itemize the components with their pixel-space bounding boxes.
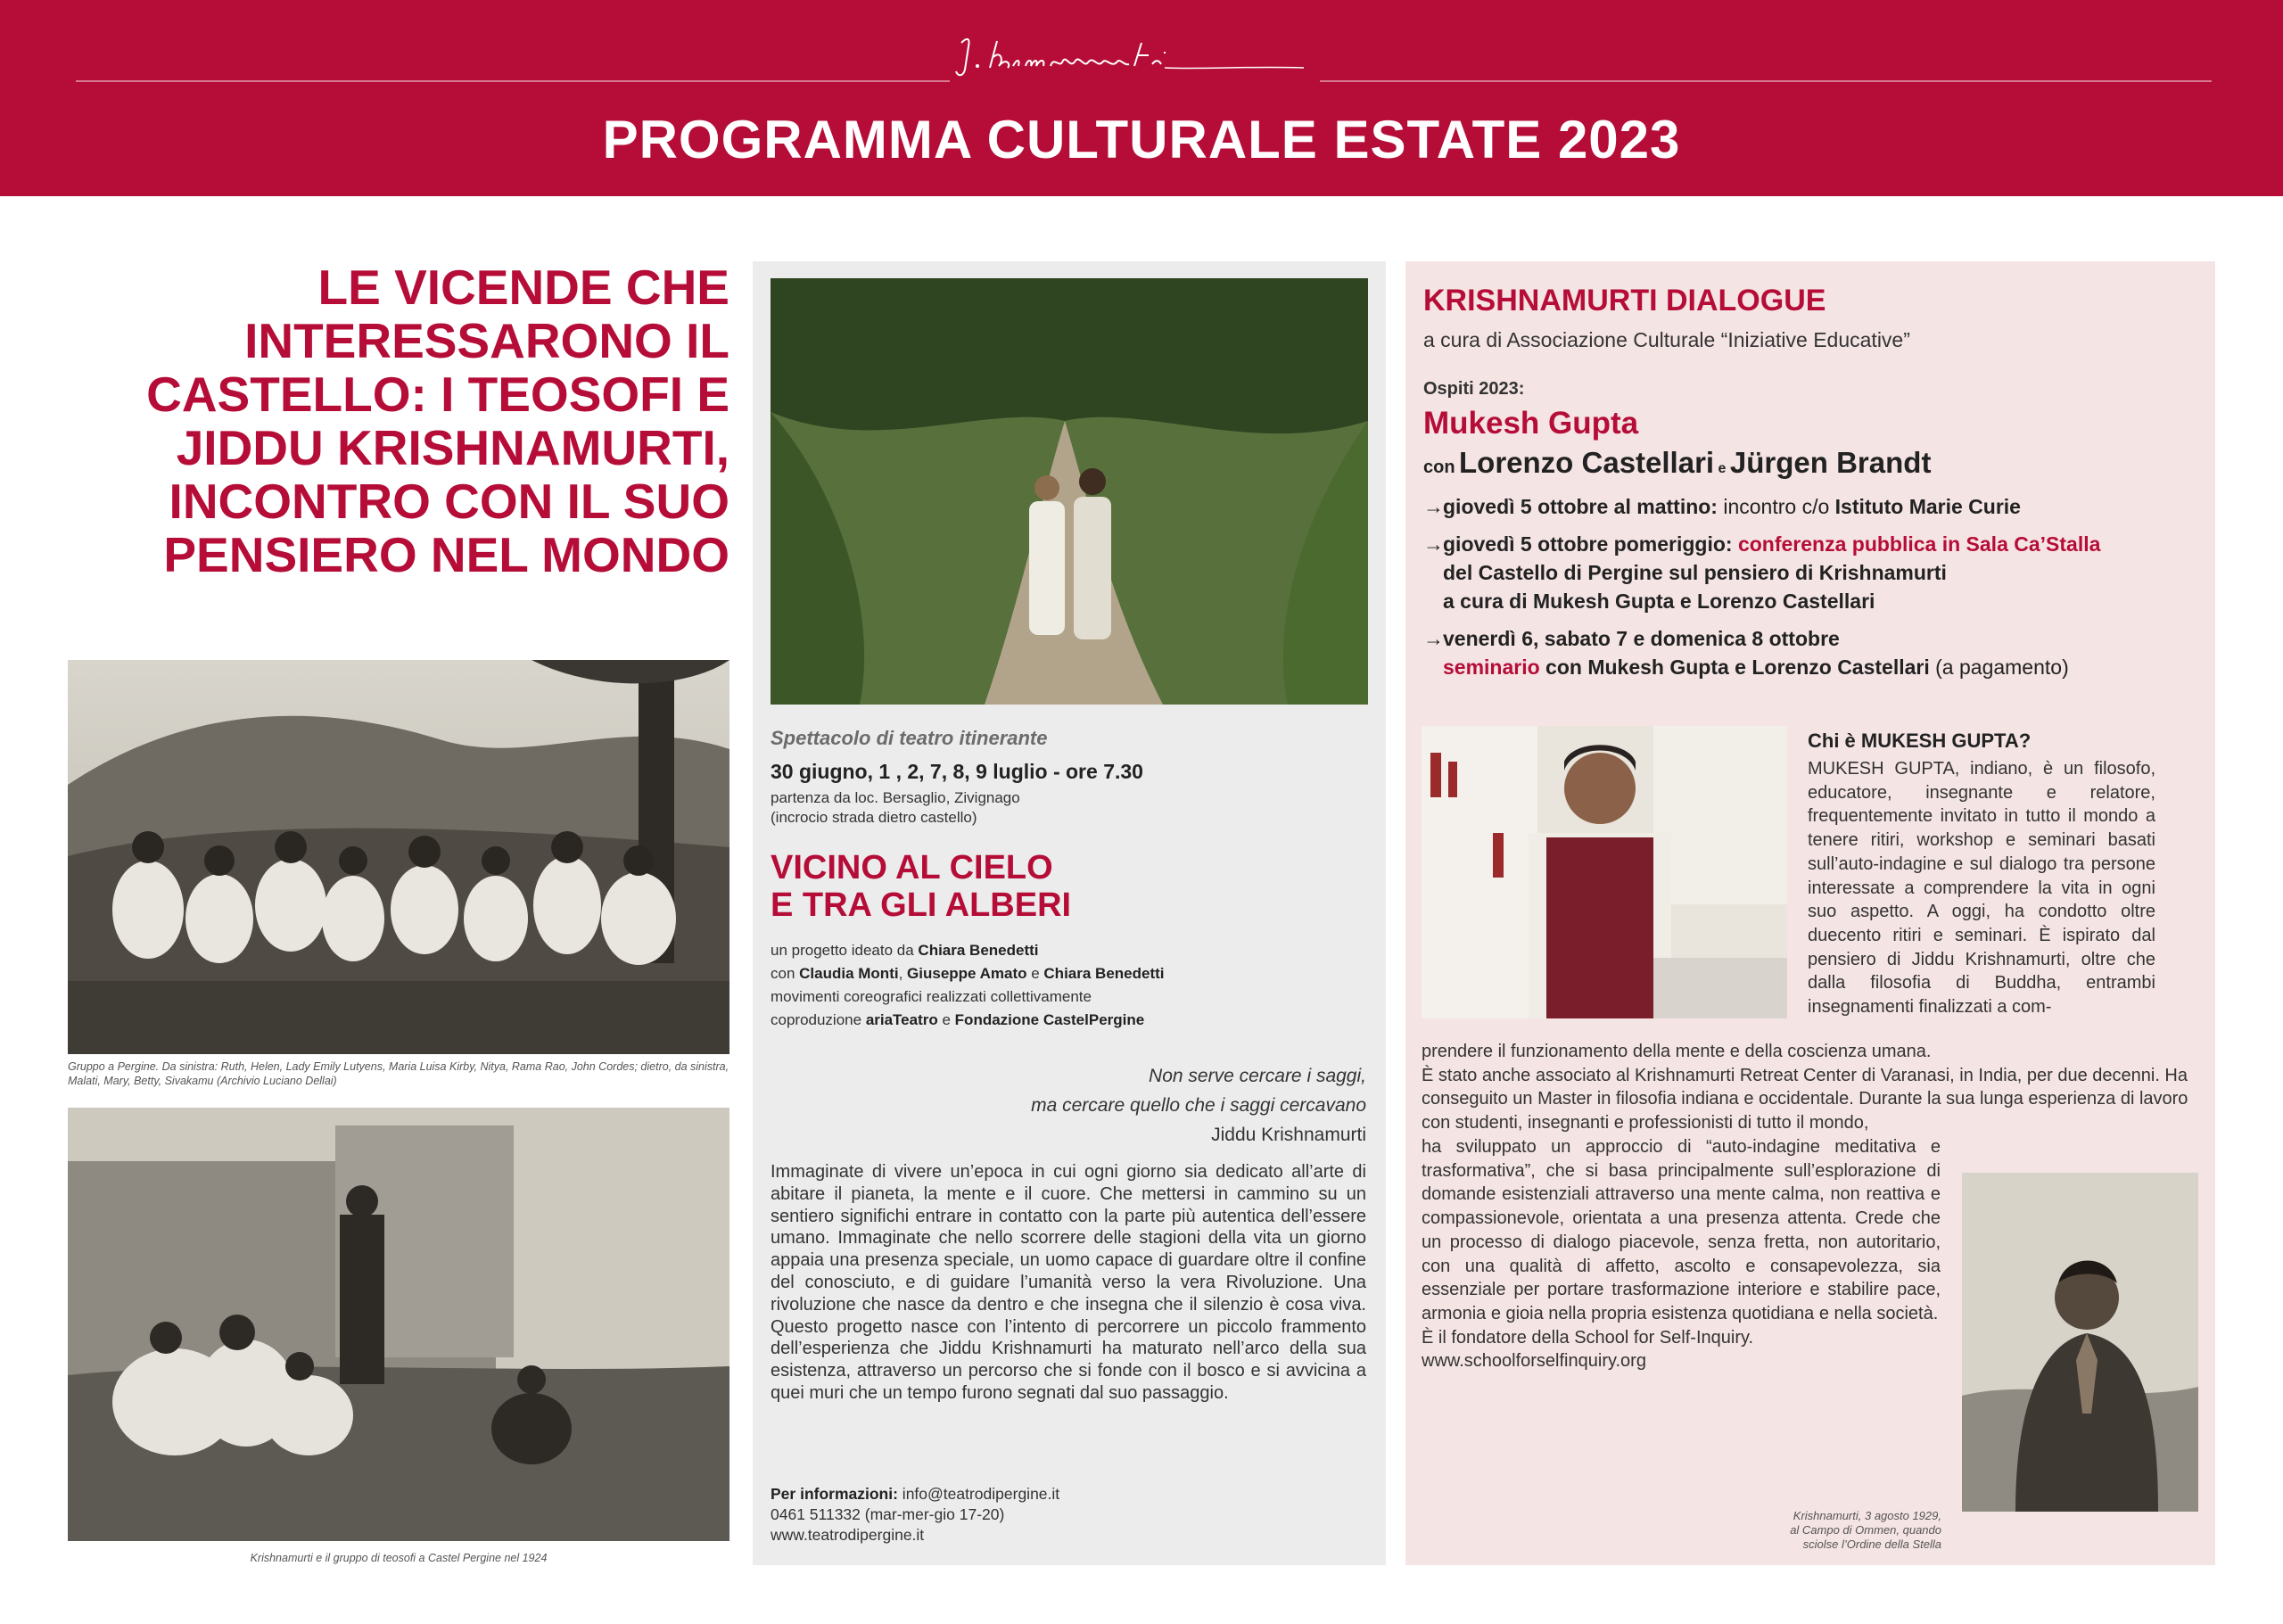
krishnamurti-quote (771, 1061, 1366, 1150)
guest-line (1423, 446, 1931, 480)
credits-name: Chiara Benedetti (1043, 965, 1165, 982)
arrow-icon: → (1423, 532, 1444, 556)
theatre-info (771, 1484, 1366, 1546)
event-item (1423, 530, 2208, 615)
theatre-place (771, 788, 1341, 828)
event-text: incontro c/o (1717, 495, 1835, 518)
bio-text-a: MUKESH GUPTA, indiano, è un filosofo, educatore, insegnante e relatore, frequentemente invitato in tutto il mondo a tenere ritiri, workshop e seminari basati sull’auto-indagine e sul dialogo tra persone interessate a comprendere la vita in ogni suo aspetto. A oggi, ha condotto oltre duecento ritiri e seminari. È ispirato dal pensiero di Jiddu Krishnamurti, oltre che dalla filosofia di Buddha, entrambi insegnamenti finalizzati a com- (1808, 759, 2155, 1018)
arrow-icon: → (1423, 495, 1444, 518)
credits-text: un progetto ideato da (771, 942, 919, 959)
header-divider-right (1320, 80, 2212, 82)
credits-name: Giuseppe Amato (907, 965, 1027, 982)
theatre-description: Immaginate di vivere un’epoca in cui ogni giorno sia dedicato all’arte di abitare il pianeta, la mente e il cuore. Che mettersi in cammino su un sentiero significhi entrare in contatto con la parte più autentica dell’essere umano. Immaginate che nello scorrere delle stagioni della vita un giorno appaia una presenza speciale, un uomo capace di guardare oltre il confine del conosciuto, e di guidare l’umanità verso la vera Rivoluzione. Una rivoluzione che nasce da dentro e che insegna che il silenzio è cosa viva. Questo progetto nasce con l’intento di percorrere un piccolo frammento dell’esperienza che Jiddu Krishnamurti ha maturato nell’arco della sua esistenza, attraverso un percorso che si fonde con il bosco e si avvicina a quei muri che un tempo furono segnati dal suo passaggio. (771, 1162, 1366, 1403)
photo-caption-group: Gruppo a Pergine. Da sinistra: Ruth, Helen, Lady Emily Lutyens, Maria Luisa Kirby, Nitya, Rama Rao, John Cordes; dietro, da sinistra, Malati, Mary, Betty, Sivakamu (Archivio Luciano Dellai) (68, 1060, 729, 1087)
event-venue: Istituto Marie Curie (1834, 495, 2021, 518)
credits-name: Chiara Benedetti (918, 942, 1039, 959)
theatre-place-line1: partenza da loc. Bersaglio, Zivignago (771, 789, 1020, 806)
credits-line-cast (771, 962, 1359, 985)
bio-website-link[interactable]: www.schoolforselfinquiry.org (1422, 1351, 1646, 1372)
dialogue-title: KRISHNAMURTI DIALOGUE (1423, 284, 1826, 317)
bio-text-c (1422, 1135, 1941, 1373)
bio-text-c1: ha sviluppato un approccio di “auto-indagine meditativa e trasformativa”, che si basa principalmente sull’esplorazione di domande esistenziali attraverso una mente calma, non reattiva e compassionevole, orientata a una presenza attenta. Crede che un processo di dialogo piacevole, senza fretta, non autoritario, con una qualità di affetto, ascolto e consapevolezza, sia essenziale per portare trasformazione interiore e stabilire pace, armonia e gioia nella propria esistenza quotidiana e nella società. (1422, 1137, 1941, 1323)
info-phone: 0461 511332 (mar-mer-gio 17-20) (771, 1505, 1005, 1523)
theatre-title-line1: VICINO AL CIELO (771, 849, 1053, 886)
caption-line: Krishnamurti, 3 agosto 1929, (1793, 1509, 1941, 1522)
guest-con: con (1423, 458, 1455, 477)
photo-theosophists-castle (68, 1108, 729, 1541)
bio-text-b1: prendere il funzionamento della mente e della coscienza umana. (1422, 1042, 1932, 1061)
header-divider-left (76, 80, 950, 82)
photo-krishnamurti-1929 (1962, 1173, 2198, 1512)
event-line: del Castello di Pergine sul pensiero di Krishnamurti (1443, 561, 1947, 584)
credits-name: Claudia Monti (799, 965, 899, 982)
event-date: giovedì 5 ottobre pomeriggio: (1443, 532, 1738, 556)
event-note: (a pagamento) (1929, 655, 2069, 679)
credits-text: con (771, 965, 800, 982)
theatre-credits (771, 939, 1359, 1032)
event-highlight: conferenza pubblica in Sala Ca’Stalla (1737, 532, 2101, 556)
guest-main: Mukesh Gupta (1423, 406, 1639, 441)
credits-text: e (1026, 965, 1044, 982)
bio-text-d: È il fondatore della School for Self-Inquiry. (1422, 1327, 1754, 1348)
info-email-link[interactable]: info@teatrodipergine.it (897, 1485, 1060, 1503)
guest-2: Lorenzo Castellari (1459, 446, 1715, 479)
event-highlight: seminario (1443, 655, 1540, 679)
credits-name: ariaTeatro (865, 1011, 938, 1028)
credits-text: e (937, 1011, 955, 1028)
header-banner (0, 0, 2283, 196)
credits-name: Fondazione CastelPergine (954, 1011, 1145, 1028)
caption-line: al Campo di Ommen, quando (1790, 1523, 1941, 1537)
page-title: PROGRAMMA CULTURALE ESTATE 2023 (602, 110, 1681, 169)
event-date: venerdì 6, sabato 7 e domenica 8 ottobre (1443, 627, 1840, 650)
theatre-title-line2: E TRA GLI ALBERI (771, 886, 1072, 924)
quote-line1: Non serve cercare i saggi, (1149, 1066, 1366, 1086)
credits-line-project (771, 939, 1359, 962)
credits-text: , (898, 965, 908, 982)
bio-title: Chi è MUKESH GUPTA? (1808, 730, 2032, 752)
guest-3: Jürgen Brandt (1729, 446, 1932, 479)
guests-label: Ospiti 2023: (1423, 379, 1525, 399)
info-website-link[interactable]: www.teatrodipergine.it (771, 1526, 925, 1544)
photo-forest-performers (771, 278, 1368, 705)
theatre-subtitle: Spettacolo di teatro itinerante (771, 727, 1048, 749)
credits-line-coproduction (771, 1009, 1359, 1032)
krishnamurti-signature-logo (954, 34, 1311, 80)
photo-caption-castle: Krishnamurti e il gruppo di teosofi a Castel Pergine nel 1924 (250, 1552, 548, 1564)
theatre-place-line2: (incrocio strada dietro castello) (771, 809, 977, 826)
headline: LE VICENDE CHE INTERESSARONO IL CASTELLO: I TEOSOFI E JIDDU KRISHNAMURTI, INCONTRO CON IL SUO PENSIERO NEL MONDO (146, 260, 729, 582)
theatre-dates: 30 giugno, 1 , 2, 7, 8, 9 luglio - ore 7.30 (771, 760, 1143, 783)
arrow-icon: → (1423, 627, 1444, 650)
event-item (1423, 492, 2208, 521)
events-list (1423, 492, 2208, 690)
bio-text-b (1422, 1040, 2197, 1135)
caption-line: sciolse l’Ordine della Stella (1802, 1537, 1941, 1551)
event-text: con Mukesh Gupta e Lorenzo Castellari (1539, 655, 1930, 679)
guest-e: e (1718, 461, 1727, 476)
photo-group-pergine (68, 660, 729, 1054)
credits-text: coproduzione (771, 1011, 866, 1028)
quote-author: Jiddu Krishnamurti (1211, 1125, 1366, 1145)
info-label: Per informazioni: (771, 1485, 898, 1503)
event-date: giovedì 5 ottobre al mattino: (1443, 495, 1718, 518)
quote-line2: ma cercare quello che i saggi cercavano (1031, 1095, 1366, 1116)
photo-caption-krishnamurti (1677, 1509, 1941, 1552)
event-item (1423, 624, 2208, 681)
theatre-title (771, 849, 1071, 924)
dialogue-curator: a cura di Associazione Culturale “Iniziative Educative” (1423, 328, 1910, 351)
credits-line-movement: movimenti coreografici realizzati collettivamente (771, 988, 1092, 1005)
bio-text-b2: È stato anche associato al Krishnamurti Retreat Center di Varanasi, in India, per due decenni. Ha conseguito un Master in filosofia indiana e occidentale. Durante la sua lunga esperienza di lavoro con studenti, insegnanti e professionisti di tutto il mondo, (1422, 1065, 2188, 1134)
event-line: a cura di Mukesh Gupta e Lorenzo Castellari (1443, 589, 1875, 613)
photo-mukesh-gupta (1422, 726, 1787, 1018)
